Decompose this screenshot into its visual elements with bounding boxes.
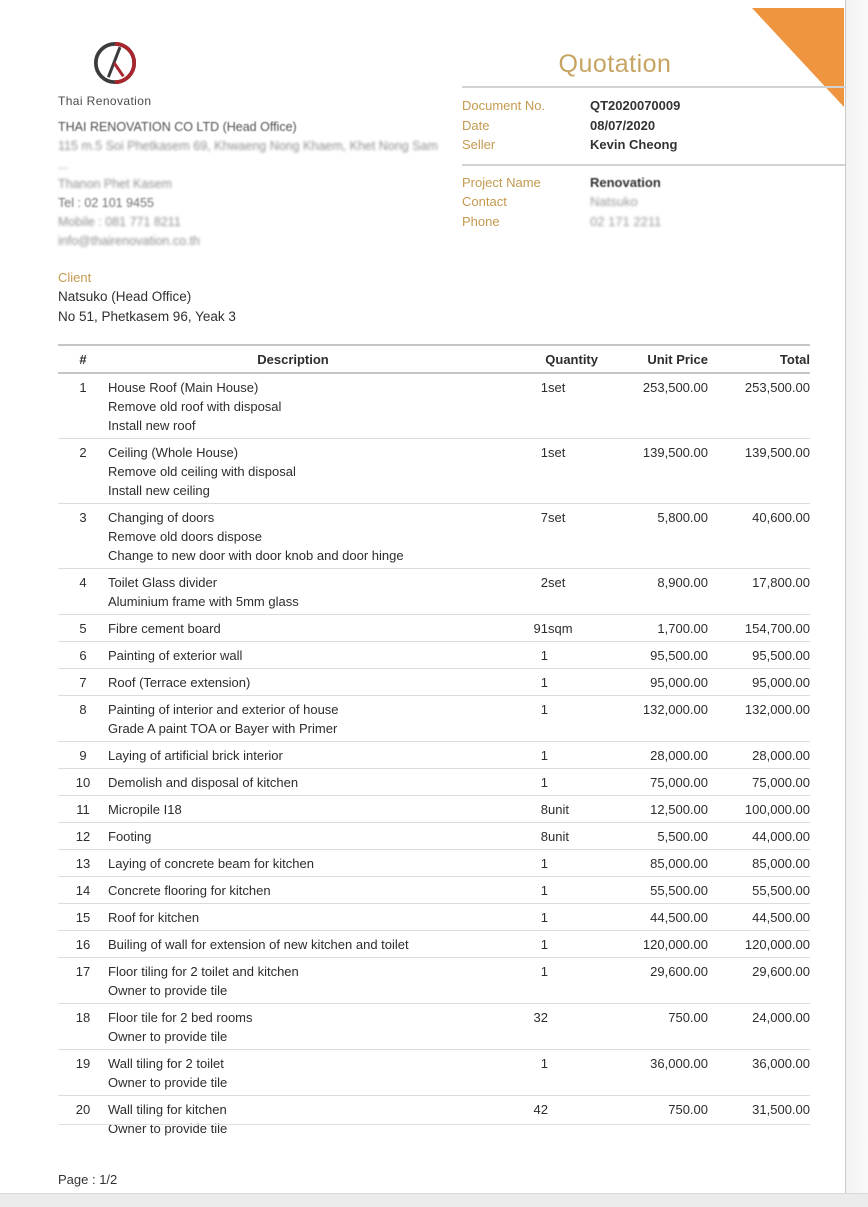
table-row [58,373,810,439]
table-row [58,669,810,696]
field-label: Seller [462,137,496,152]
column-header-quantity: Quantity [478,345,598,373]
field-row [462,173,846,193]
item-description-cell [108,669,478,696]
table-row [58,823,810,850]
item-quantity-cell: 1 [540,380,548,395]
item-unit-price-cell: 750.00 [598,1004,708,1050]
item-total-cell: 85,000.00 [708,850,810,877]
item-description-cell [108,823,478,850]
item-quantity-cell: 1 [478,931,548,958]
page-title: Quotation [558,50,672,78]
item-unit-price-cell: 5,800.00 [598,504,708,569]
item-description-line: House Roof (Main House) [108,380,259,395]
item-number-cell: 6 [58,642,108,669]
item-description-line: Owner to provide tile [108,983,228,998]
item-description-line: Remove old roof with disposal [108,399,282,414]
item-description-cell [108,439,478,504]
company-info-line: THAI RENOVATION CO LTD (Head Office) [58,120,297,134]
table-row [58,769,810,796]
field-value: 08/07/2020 [590,117,656,133]
company-info-line: 115 m.5 Soi Phetkasem 69, Khwaeng Nong Khaem, Khet Nong Sam [58,139,438,153]
item-quantity-cell: 1 [478,669,548,696]
item-unit-cell: set [548,504,598,569]
item-unit-price-cell: 120,000.00 [598,931,708,958]
item-number-cell: 2 [58,439,108,504]
item-quantity-cell: 1 [478,1050,548,1096]
field-row [462,135,846,155]
item-unit-cell: unit [548,796,598,823]
field-value: 02 171 2211 [590,213,662,229]
item-total-cell: 29,600.00 [708,958,810,1004]
item-quantity-cell: 1 [478,642,548,669]
project-fields [462,173,846,232]
item-total-cell: 75,000.00 [708,769,810,796]
table-row [58,1096,810,1142]
item-unit-cell: sqm [548,615,598,642]
item-description-cell [108,504,478,569]
item-description-cell [108,931,478,958]
item-quantity-cell: 1 [478,769,548,796]
item-number-cell: 13 [58,850,108,877]
item-description-cell [108,1096,478,1142]
item-total-cell: 95,000.00 [708,669,810,696]
item-quantity-cell: 1 [478,439,548,504]
item-total-cell: 132,000.00 [708,696,810,742]
item-description-cell [108,1004,478,1050]
item-quantity-cell: 1 [478,958,548,1004]
item-unit-price-cell: 253,500.00 [642,380,708,395]
item-number-cell: 9 [58,742,108,769]
table-row [58,796,810,823]
table-row [58,958,810,1004]
item-description-cell [108,769,478,796]
company-info-line: info@thairenovation.co.th [58,234,200,248]
field-label: Phone [462,213,500,229]
item-total-cell: 154,700.00 [708,615,810,642]
line-items-table [58,344,810,1141]
item-description-cell [108,642,478,669]
item-number-cell: 5 [58,615,108,642]
item-description-line: Footing [108,829,152,844]
scan-bottom-edge [0,1193,868,1207]
field-row [462,192,846,212]
item-number-cell: 17 [58,958,108,1004]
item-description-line: Floor tile for 2 bed rooms [108,1010,253,1025]
scan-right-edge [845,0,868,1207]
table-row [58,696,810,742]
item-description-line: Wall tiling for kitchen [108,1102,227,1117]
item-total-cell: 139,500.00 [708,439,810,504]
item-unit-price-cell: 36,000.00 [598,1050,708,1096]
item-total-cell: 28,000.00 [708,742,810,769]
item-number-cell: 16 [58,931,108,958]
document-fields [462,96,846,155]
item-unit-cell [548,877,598,904]
field-label: Date [462,117,490,133]
item-unit-cell [548,958,598,1004]
item-total-cell: 31,500.00 [708,1096,810,1142]
item-number-cell: 15 [58,904,108,931]
item-quantity-cell: 91 [478,615,548,642]
item-description-line: Painting of exterior wall [108,648,243,663]
item-description-line: Roof for kitchen [108,910,200,925]
item-number-cell: 1 [79,380,87,395]
item-unit-price-cell: 55,500.00 [598,877,708,904]
item-unit-price-cell: 132,000.00 [598,696,708,742]
item-unit-price-cell: 5,500.00 [598,823,708,850]
column-header-total: Total [708,345,810,373]
item-unit-cell [548,669,598,696]
column-header-number: # [58,345,108,373]
item-description-line: Demolish and disposal of kitchen [108,775,299,790]
item-description-line: Remove old ceiling with disposal [108,464,296,479]
table-row [58,1004,810,1050]
item-unit-price-cell: 1,700.00 [598,615,708,642]
item-description-line: Change to new door with door knob and door hinge [108,548,404,563]
item-description-line: Fibre cement board [108,621,221,636]
item-total-cell: 44,000.00 [708,823,810,850]
item-quantity-cell: 1 [478,850,548,877]
item-unit-price-cell: 139,500.00 [598,439,708,504]
item-total-cell: 44,500.00 [708,904,810,931]
item-unit-price-cell: 12,500.00 [598,796,708,823]
item-number-cell: 11 [58,796,108,823]
item-quantity-cell: 2 [478,569,548,615]
item-quantity-cell: 7 [478,504,548,569]
item-unit-price-cell: 95,000.00 [598,669,708,696]
item-description-cell [108,796,478,823]
field-label: Document No. [462,98,546,113]
field-row [462,96,846,116]
item-number-cell: 4 [58,569,108,615]
item-description-line: Roof (Terrace extension) [108,675,251,690]
item-description-line: Wall tiling for 2 toilet [108,1056,224,1071]
table-row [58,504,810,569]
item-unit-price-cell: 85,000.00 [598,850,708,877]
item-description-line: Laying of concrete beam for kitchen [108,856,314,871]
item-description-cell [108,1050,478,1096]
item-number-cell: 10 [58,769,108,796]
table-bottom-line [58,1124,810,1125]
company-info-line: Mobile : 081 771 8211 [58,215,181,229]
item-number-cell: 20 [58,1096,108,1142]
item-unit-cell [548,931,598,958]
item-description-line: Aluminium frame with 5mm glass [108,594,299,609]
divider [462,164,846,166]
field-row [462,116,846,136]
table-row [58,569,810,615]
thai-renovation-logo-icon [90,38,178,93]
item-description-line: Painting of interior and exterior of house [108,702,339,717]
item-description-line: Builing of wall for extension of new kitchen and toilet [108,937,409,952]
field-value: QT2020070009 [590,98,681,113]
table-row [58,615,810,642]
item-total-cell: 55,500.00 [708,877,810,904]
item-quantity-cell: 1 [478,904,548,931]
item-unit-price-cell: 28,000.00 [598,742,708,769]
item-quantity-cell: 42 [478,1096,548,1142]
item-description-line: Remove old doors dispose [108,529,262,544]
company-info-line: Tel : 02 101 9455 [58,196,154,210]
item-quantity-cell: 32 [478,1004,548,1050]
item-description-line: Owner to provide tile [108,1029,228,1044]
field-label: Project Name [462,174,541,190]
item-description-cell [108,958,478,1004]
company-info-line: ... [58,158,69,172]
item-description-cell [108,615,478,642]
item-quantity-cell: 1 [478,696,548,742]
item-unit-cell [548,769,598,796]
client-name: Natsuko (Head Office) [58,289,192,304]
item-total-cell: 17,800.00 [708,569,810,615]
item-description-line: Concrete flooring for kitchen [108,883,271,898]
item-description-line: Owner to provide tile [108,1075,228,1090]
item-quantity-cell: 8 [478,796,548,823]
item-description-cell [108,904,478,931]
page-number-label: Page : 1/2 [58,1172,118,1187]
field-value: Kevin Cheong [590,137,678,152]
item-description-cell [108,742,478,769]
company-logo-block [58,38,178,108]
client-label: Client [58,270,92,285]
company-info-block [58,118,478,251]
table-row [58,1050,810,1096]
item-total-cell: 100,000.00 [708,796,810,823]
divider [462,86,846,88]
item-quantity-cell: 1 [478,877,548,904]
item-total-cell: 253,500.00 [744,380,810,395]
item-number-cell: 12 [58,823,108,850]
field-label: Contact [462,194,507,209]
table-row [58,850,810,877]
item-number-cell: 7 [58,669,108,696]
item-description-line: Owner to provide tile [108,1121,228,1136]
table-header-row [58,345,810,373]
item-description-cell [108,850,478,877]
item-total-cell: 120,000.00 [708,931,810,958]
item-number-cell: 19 [58,1050,108,1096]
item-description-line: Toilet Glass divider [108,575,218,590]
item-unit-cell: set [548,569,598,615]
column-header-description: Description [108,345,478,373]
field-value: Renovation [590,174,661,190]
table-row [58,877,810,904]
item-unit-price-cell: 75,000.00 [598,769,708,796]
item-unit-cell [548,1096,598,1142]
table-row [58,439,810,504]
table-row [58,742,810,769]
field-value: Natsuko [590,194,638,209]
column-header-unit-price: Unit Price [598,345,708,373]
item-total-cell: 24,000.00 [708,1004,810,1050]
item-description-line: Ceiling (Whole House) [108,445,239,460]
item-unit-price-cell: 44,500.00 [598,904,708,931]
item-number-cell: 18 [58,1004,108,1050]
client-block [58,268,236,326]
item-description-line: Laying of artificial brick interior [108,748,283,763]
item-unit-cell [548,696,598,742]
item-unit-cell: set [548,380,566,395]
item-number-cell: 14 [58,877,108,904]
item-description-cell [108,877,478,904]
item-unit-price-cell: 95,500.00 [598,642,708,669]
client-address: No 51, Phetkasem 96, Yeak 3 [58,308,236,324]
company-info-line: Thanon Phet Kasem [58,177,172,191]
item-description-line: Changing of doors [108,510,215,525]
item-total-cell: 36,000.00 [708,1050,810,1096]
item-description-cell [108,696,478,742]
item-description-cell [108,569,478,615]
item-unit-cell: unit [548,823,598,850]
item-description-line: Grade A paint TOA or Bayer with Primer [108,721,338,736]
item-description-cell [108,373,478,439]
item-total-cell: 95,500.00 [708,642,810,669]
table-row [58,904,810,931]
item-total-cell: 40,600.00 [708,504,810,569]
item-unit-cell [548,850,598,877]
item-quantity-cell: 8 [478,823,548,850]
table-row [58,931,810,958]
item-number-cell: 3 [58,504,108,569]
item-number-cell: 8 [58,696,108,742]
item-unit-price-cell: 750.00 [598,1096,708,1142]
item-unit-cell [548,1050,598,1096]
item-unit-cell [548,1004,598,1050]
item-quantity-cell: 1 [478,742,548,769]
item-unit-price-cell: 29,600.00 [598,958,708,1004]
item-unit-cell [548,742,598,769]
item-description-line: Floor tiling for 2 toilet and kitchen [108,964,299,979]
item-unit-cell [548,642,598,669]
document-info-panel [462,50,846,231]
company-logo-text: Thai Renovation [58,94,152,108]
field-row [462,212,846,232]
item-description-line: Install new ceiling [108,483,210,498]
item-description-line: Micropile I18 [108,802,182,817]
item-unit-cell [548,904,598,931]
item-description-line: Install new roof [108,418,196,433]
item-unit-price-cell: 8,900.00 [598,569,708,615]
table-row [58,642,810,669]
item-unit-cell: set [548,439,598,504]
